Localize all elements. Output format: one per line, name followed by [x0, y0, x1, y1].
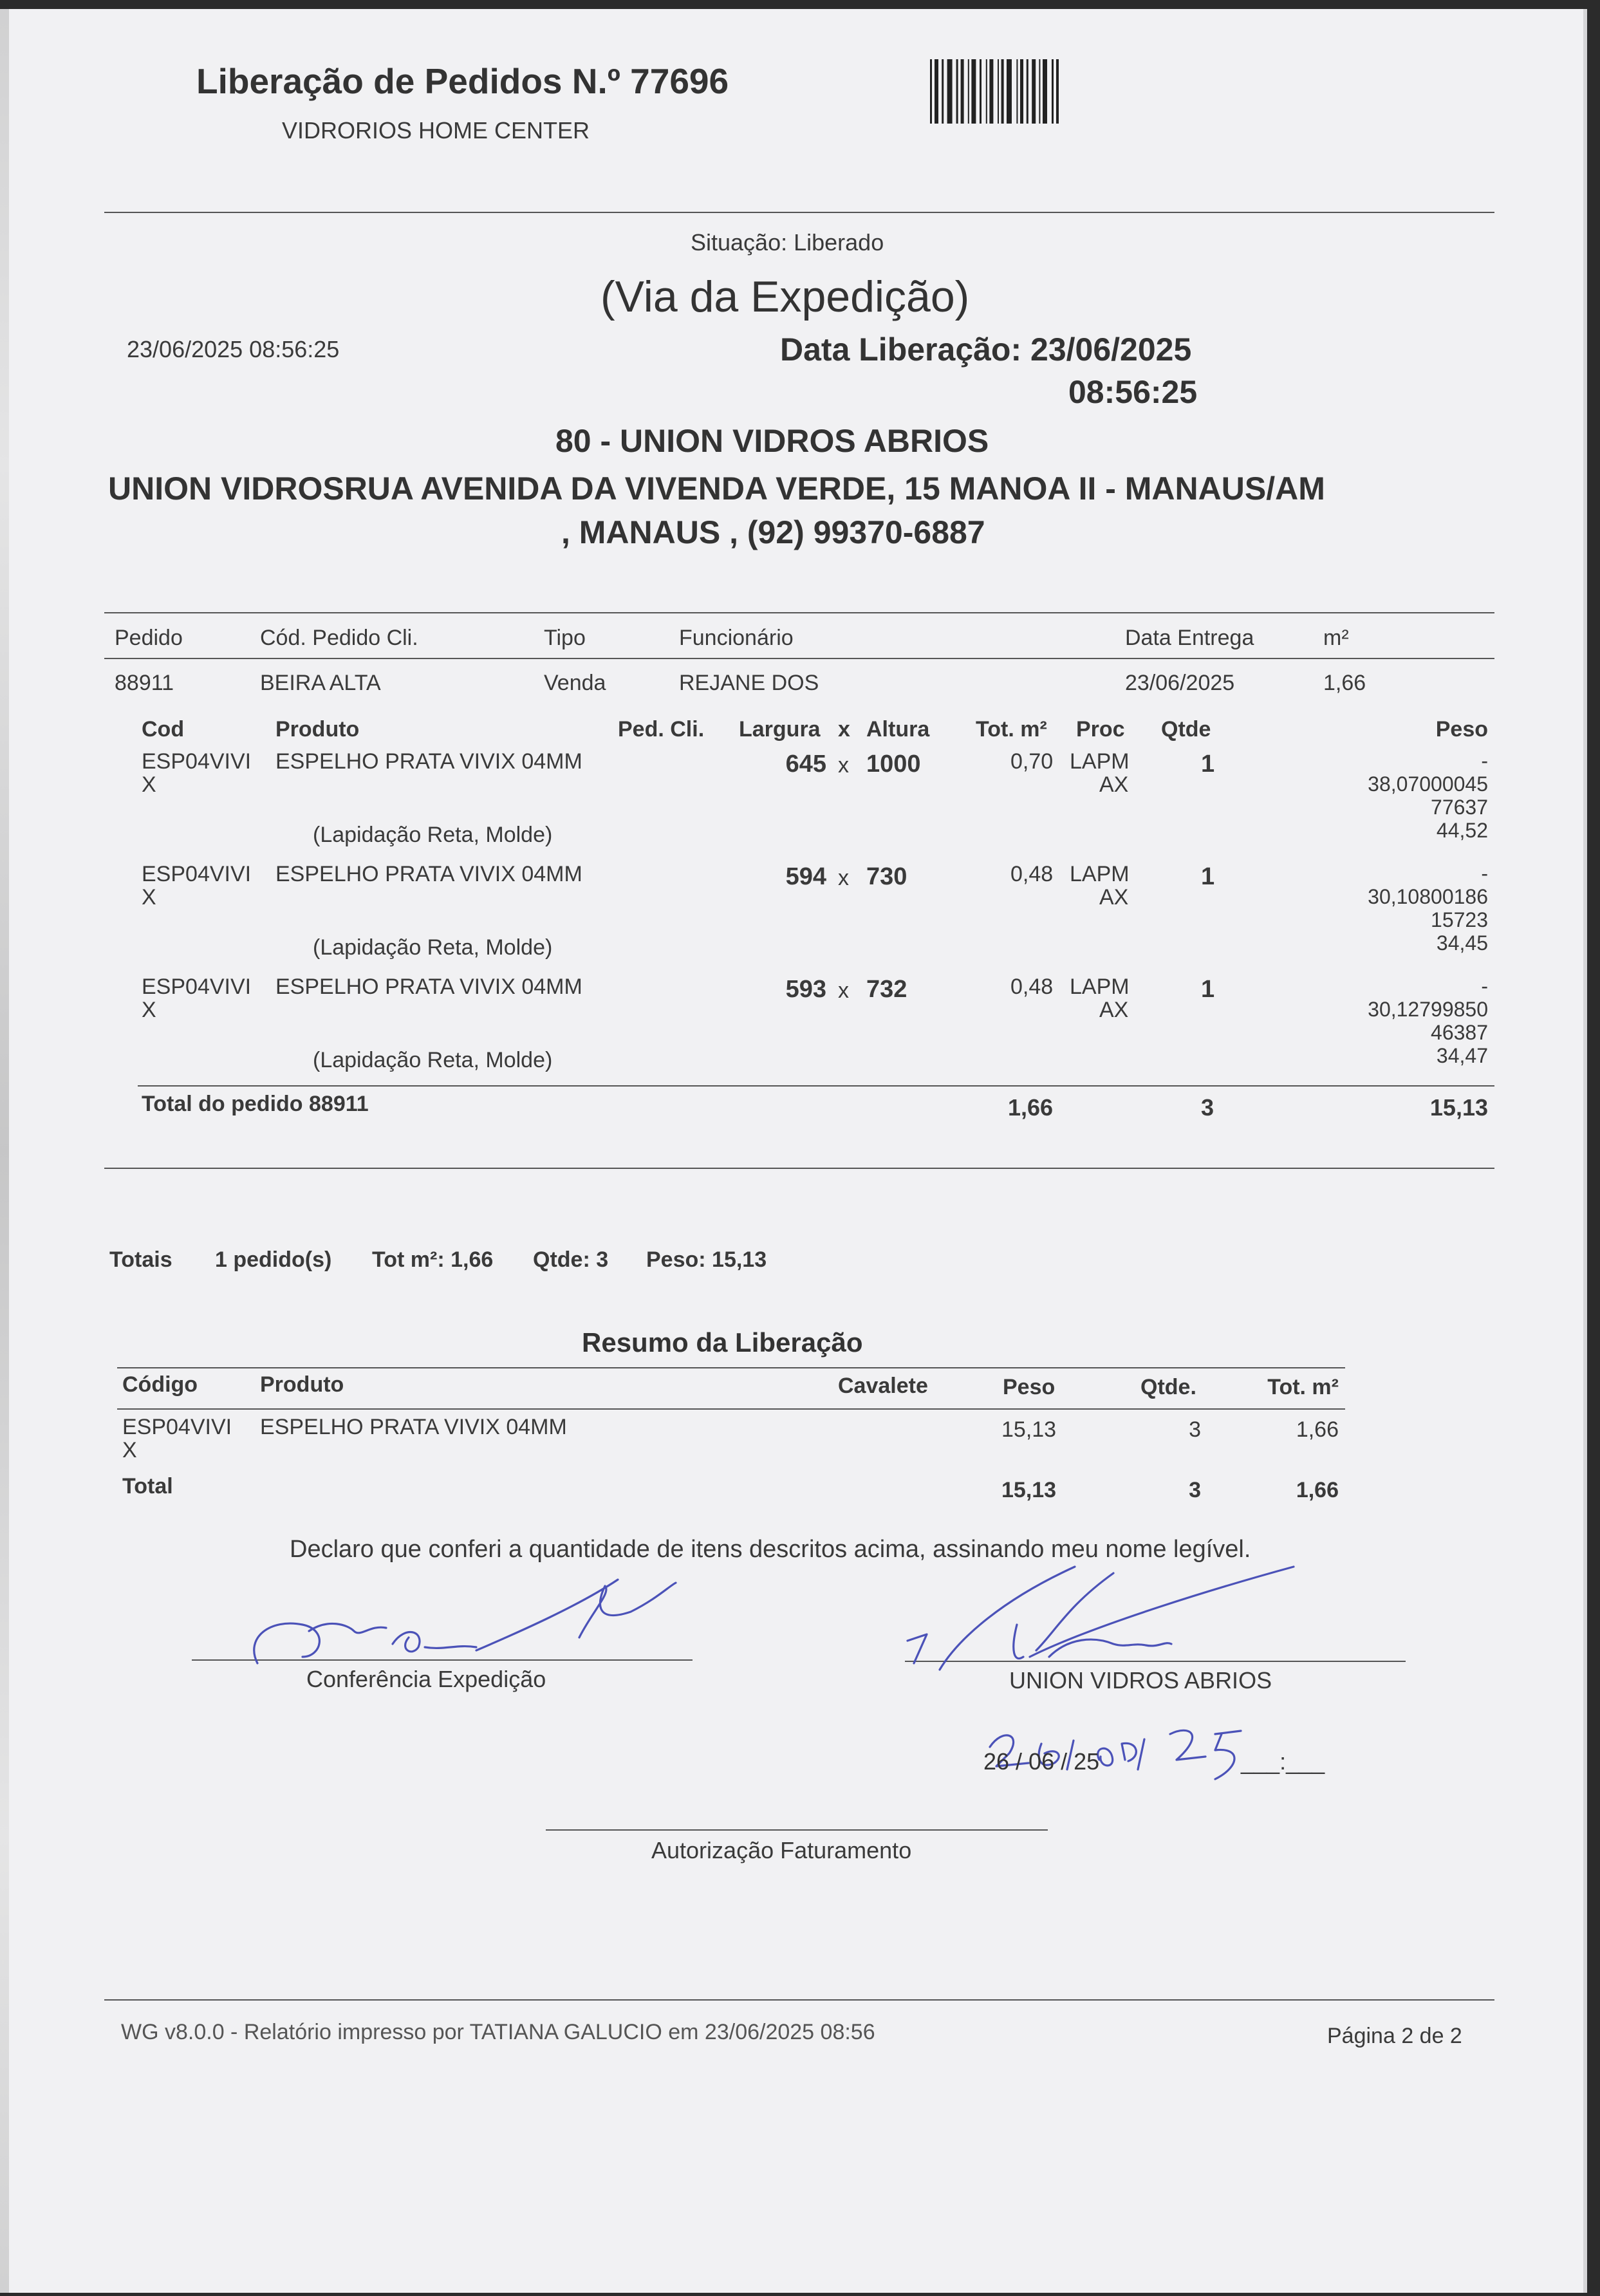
item-cod: ESP04VIVI [142, 749, 252, 774]
signature-label-right: UNION VIDROS ABRIOS [1009, 1667, 1272, 1694]
item-proc: LAPM [1070, 975, 1130, 999]
order-tipo: Venda [544, 671, 606, 695]
resumo-total-peso: 15,13 [1001, 1478, 1057, 1502]
item-altura: 730 [866, 863, 907, 890]
auth-label: Autorização Faturamento [651, 1837, 912, 1863]
company-name: VIDRORIOS HOME CENTER [282, 117, 590, 144]
client-address-line2: , MANAUS , (92) 99370-6887 [561, 514, 985, 550]
totais-label: Totais [109, 1247, 172, 1272]
item-observacao: (Lapidação Reta, Molde) [313, 1048, 553, 1072]
resumo-row-produto: ESPELHO PRATA VIVIX 04MM [260, 1415, 567, 1439]
col-data-entrega: Data Entrega [1125, 626, 1254, 650]
item-proc: LAPM [1070, 749, 1130, 774]
item-altura: 1000 [866, 751, 921, 778]
resumo-title: Resumo da Liberação [582, 1327, 863, 1358]
footer-page: Página 2 de 2 [1327, 2024, 1462, 2048]
order-m2: 1,66 [1323, 671, 1366, 695]
item-peso: 46387 [1431, 1021, 1488, 1044]
item-qtde: 1 [1201, 863, 1215, 890]
scan-edge-right [1583, 9, 1587, 2293]
handwritten-signature-right [901, 1560, 1313, 1702]
order-data-entrega: 23/06/2025 [1125, 671, 1235, 695]
item-cod: ESP04VIVI [142, 862, 252, 886]
print-datetime: 23/06/2025 08:56:25 [127, 336, 340, 362]
item-x: x [838, 978, 849, 1003]
item-qtde: 1 [1201, 751, 1215, 778]
liberacao-time: 08:56:25 [1068, 374, 1198, 410]
divider-top [104, 212, 1494, 213]
status-label: Situação: Liberado [691, 229, 884, 256]
item-produto: ESPELHO PRATA VIVIX 04MM [275, 975, 582, 999]
auth-line [546, 1829, 1048, 1831]
items-col-proc: Proc [1076, 717, 1125, 742]
item-peso: 15723 [1431, 908, 1488, 931]
resumo-col-cavalete: Cavalete [838, 1374, 928, 1398]
col-pedido: Pedido [115, 626, 183, 650]
signature-label-left: Conferência Expedição [306, 1666, 546, 1692]
document-title: Liberação de Pedidos N.º 77696 [196, 61, 729, 101]
item-cod-suffix: X [142, 772, 156, 797]
barcode-icon [929, 53, 1173, 130]
order-cod-pedido-cli: BEIRA ALTA [260, 671, 381, 695]
divider-footer [104, 1999, 1494, 2001]
col-cod-pedido-cli: Cód. Pedido Cli. [260, 626, 418, 650]
item-peso: 34,45 [1436, 931, 1488, 955]
items-total-peso: 15,13 [1429, 1094, 1488, 1121]
divider-resumo-top [117, 1367, 1345, 1368]
item-proc-suffix: AX [1099, 998, 1129, 1022]
item-tot-m2: 0,48 [1010, 862, 1054, 886]
item-peso: 77637 [1431, 796, 1488, 819]
item-proc-suffix: AX [1099, 772, 1129, 797]
via-title: (Via da Expedição) [600, 272, 970, 321]
divider-items-end [104, 1168, 1494, 1169]
col-funcionario: Funcionário [679, 626, 794, 650]
date-handwritten: 26 / 06 / 25 [983, 1748, 1100, 1775]
resumo-total-tot-m2: 1,66 [1296, 1478, 1339, 1502]
declaration-text: Declaro que conferi a quantidade de itens descritos acima, assinando meu nome legível. [290, 1536, 1251, 1563]
totais-qtde: Qtde: 3 [533, 1247, 609, 1272]
item-produto: ESPELHO PRATA VIVIX 04MM [275, 749, 582, 774]
handwritten-signature-left [232, 1573, 695, 1676]
order-funcionario: REJANE DOS [679, 671, 819, 695]
item-cod-suffix: X [142, 998, 156, 1022]
col-tipo: Tipo [544, 626, 586, 650]
items-col-ped-cli: Ped. Cli. [618, 717, 705, 742]
item-peso: - [1481, 862, 1488, 885]
item-observacao: (Lapidação Reta, Molde) [313, 935, 553, 960]
divider-items-total [138, 1085, 1494, 1087]
item-peso: 38,07000045 [1368, 772, 1488, 796]
item-largura: 594 [785, 863, 826, 890]
item-cod: ESP04VIVI [142, 975, 252, 999]
item-peso: 30,12799850 [1368, 998, 1488, 1021]
item-altura: 732 [866, 976, 907, 1003]
item-cod-suffix: X [142, 885, 156, 910]
items-col-peso: Peso [1435, 717, 1488, 742]
items-total-qtde: 3 [1201, 1094, 1214, 1121]
footer-printed-by: WG v8.0.0 - Relatório impresso por TATIANA GALUCIO em 23/06/2025 08:56 [121, 2020, 875, 2044]
item-produto: ESPELHO PRATA VIVIX 04MM [275, 862, 582, 886]
resumo-col-codigo: Código [122, 1372, 198, 1397]
item-peso: 44,52 [1436, 819, 1488, 842]
resumo-row-cod1: ESP04VIVI [122, 1415, 232, 1439]
item-largura: 645 [785, 751, 826, 778]
divider-order-top [104, 612, 1494, 613]
items-col-produto: Produto [275, 717, 360, 742]
scan-edge-left [0, 9, 9, 2293]
item-proc-suffix: AX [1099, 885, 1129, 910]
item-tot-m2: 0,48 [1010, 975, 1054, 999]
item-peso: - [1481, 749, 1488, 772]
resumo-row-qtde: 3 [1189, 1417, 1201, 1442]
totais-pedidos: 1 pedido(s) [215, 1247, 332, 1272]
item-peso: - [1481, 975, 1488, 998]
resumo-total-label: Total [122, 1474, 173, 1498]
item-proc: LAPM [1070, 862, 1130, 886]
items-col-x: x [838, 717, 850, 742]
item-tot-m2: 0,70 [1010, 749, 1054, 774]
item-largura: 593 [785, 976, 826, 1003]
item-x: x [838, 866, 849, 890]
item-qtde: 1 [1201, 976, 1215, 1003]
resumo-col-peso: Peso [1003, 1375, 1056, 1399]
liberacao-date: Data Liberação: 23/06/2025 [780, 331, 1192, 368]
time-blank: ___:___ [1241, 1748, 1325, 1775]
items-total-label: Total do pedido 88911 [142, 1092, 369, 1116]
document-sheet [0, 9, 1587, 2293]
client-code-name: 80 - UNION VIDROS ABRIOS [555, 423, 989, 459]
resumo-col-qtde: Qtde. [1140, 1375, 1196, 1399]
resumo-col-tot-m2: Tot. m² [1267, 1375, 1339, 1399]
resumo-total-qtde: 3 [1189, 1478, 1201, 1502]
totais-m2: Tot m²: 1,66 [372, 1247, 494, 1272]
items-col-altura: Altura [866, 717, 930, 742]
item-peso: 30,10800186 [1368, 885, 1488, 908]
item-peso: 34,47 [1436, 1044, 1488, 1067]
order-pedido: 88911 [115, 671, 174, 695]
items-col-tot-m2: Tot. m² [976, 717, 1047, 742]
divider-resumo-mid [117, 1408, 1345, 1410]
resumo-col-produto: Produto [260, 1372, 344, 1397]
resumo-row-peso: 15,13 [1001, 1417, 1057, 1442]
totais-peso: Peso: 15,13 [646, 1247, 767, 1272]
items-total-m2: 1,66 [1008, 1094, 1054, 1121]
items-col-largura: Largura [739, 717, 821, 742]
resumo-row-tot-m2: 1,66 [1296, 1417, 1339, 1442]
items-col-qtde: Qtde [1161, 717, 1211, 742]
item-observacao: (Lapidação Reta, Molde) [313, 823, 553, 847]
items-col-cod: Cod [142, 717, 185, 742]
col-m2: m² [1323, 626, 1349, 650]
resumo-row-cod2: X [122, 1438, 137, 1462]
item-x: x [838, 753, 849, 778]
divider-order-mid [104, 658, 1494, 659]
client-address-line1: UNION VIDROSRUA AVENIDA DA VIVENDA VERDE, 15 MANOA II - MANAUS/AM [108, 471, 1325, 507]
